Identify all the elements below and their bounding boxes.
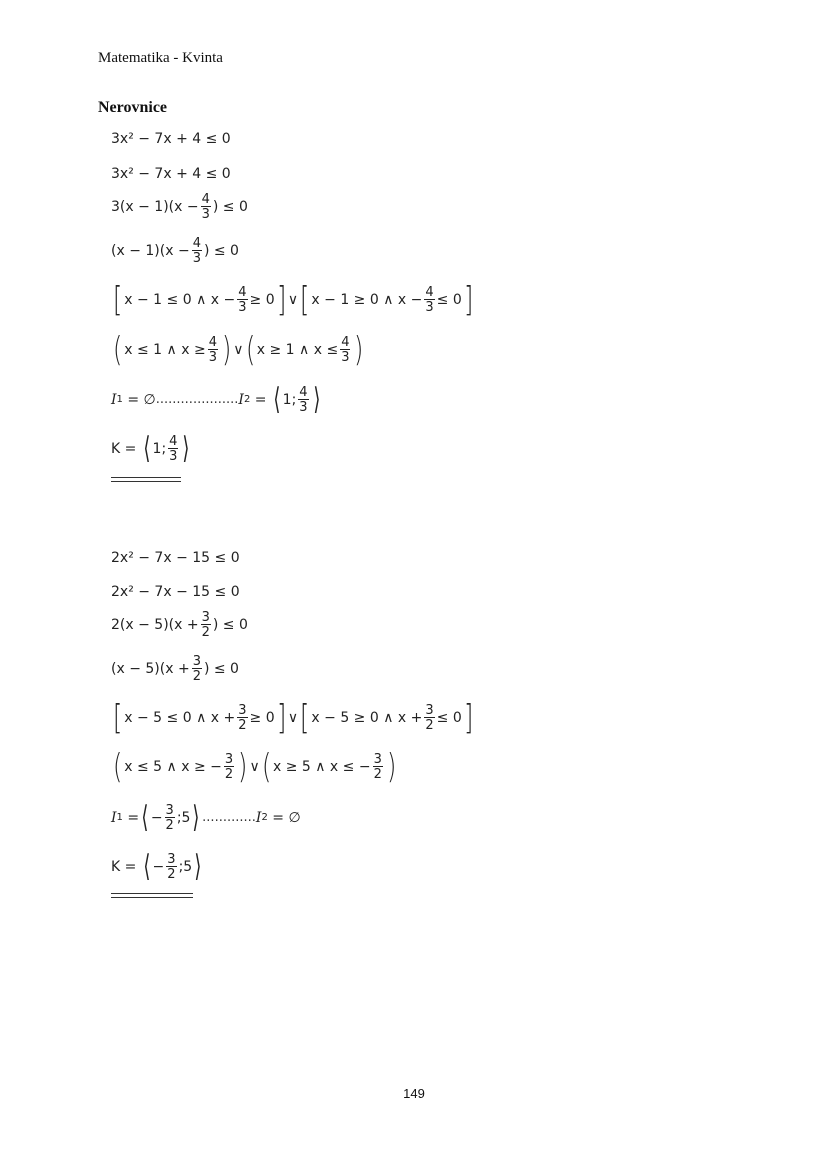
p2-l5-den-1: 2 — [238, 718, 247, 733]
p2-l6-num-1: 3 — [224, 752, 234, 767]
p1-l8-frac — [168, 435, 178, 463]
p1-l5-c: x − 1 ≥ 0 ∧ x − — [311, 292, 423, 308]
right-angle-icon: ⟩ — [312, 382, 320, 417]
p2-l6-c: x ≥ 5 ∧ x ≤ − — [272, 759, 371, 775]
p2-line-2: 2x² − 7x − 15 ≤ 0 — [111, 584, 240, 600]
p2-l7-a: = — [127, 809, 140, 826]
p1-l8-num: 4 — [169, 433, 178, 449]
p2-l7-b: = ∅ — [272, 809, 301, 826]
p2-l7-dots: ............. — [202, 810, 256, 825]
p2-l8-frac — [166, 853, 176, 881]
p2-l5-a: x − 5 ≤ 0 ∧ x + — [124, 710, 236, 726]
p1-l4-b: ) ≤ 0 — [203, 243, 239, 259]
p2-l4-a: (x − 5)(x + — [111, 661, 190, 677]
left-angle-icon: ⟨ — [273, 382, 281, 417]
p2-line-1: 2x² − 7x − 15 ≤ 0 — [111, 550, 240, 566]
right-paren-icon: ) — [354, 330, 364, 370]
i2-symbol: I — [255, 809, 262, 826]
section-title: Nerovnice — [98, 99, 168, 116]
p1-l7-c: 1; — [282, 391, 297, 408]
p1-l6-den-2: 3 — [341, 350, 350, 365]
p1-l6-num-1: 4 — [208, 335, 217, 350]
p2-l3-b: ) ≤ 0 — [212, 617, 248, 633]
p2-l7-num: 3 — [165, 802, 174, 818]
p1-line-2: 3x² − 7x + 4 ≤ 0 — [111, 166, 231, 182]
p2-line-7 — [111, 800, 301, 835]
p2-l8-num: 3 — [167, 851, 176, 867]
p2-l7-frac — [165, 804, 175, 832]
left-paren-icon: ( — [112, 330, 123, 370]
left-bracket-icon: [ — [112, 280, 123, 320]
p2-l6-den-1: 2 — [224, 767, 234, 782]
p2-l8-den: 2 — [167, 866, 176, 882]
p1-l7-num: 4 — [299, 384, 308, 400]
p2-l8-a: K = — [111, 858, 137, 875]
p2-line-5 — [111, 698, 475, 738]
document-header: Matematika - Kvinta — [98, 50, 223, 66]
right-paren-icon: ) — [238, 747, 248, 787]
p2-l6-frac-1 — [224, 753, 234, 781]
p2-l5-num-1: 3 — [238, 703, 247, 718]
right-bracket-icon: ] — [276, 698, 286, 738]
p1-l5-num-1: 4 — [238, 285, 247, 300]
left-paren-icon: ( — [245, 330, 255, 370]
p1-l8-den: 3 — [169, 448, 178, 464]
p2-l6-num-2: 3 — [373, 752, 382, 767]
p1-l6-num-2: 4 — [341, 335, 350, 350]
p1-l8-a: K = — [111, 440, 137, 457]
p1-l5-a: x − 1 ≤ 0 ∧ x − — [124, 292, 236, 308]
page-number: 149 — [403, 1086, 425, 1101]
p1-l7-b: = — [254, 391, 267, 408]
p1-line-8 — [111, 431, 192, 466]
p1-l4-a: (x − 1)(x − — [111, 243, 190, 259]
p2-line-6 — [111, 747, 398, 787]
or-icon: ∨ — [249, 759, 260, 775]
right-bracket-icon: ] — [276, 280, 286, 320]
p1-line-4 — [111, 237, 239, 265]
right-angle-icon: ⟩ — [194, 849, 202, 884]
subscript-2: 2 — [243, 394, 251, 405]
p2-l6-a: x ≤ 5 ∧ x ≥ − — [124, 759, 222, 775]
p1-l4-den: 3 — [192, 251, 201, 266]
p2-l8-m: − — [152, 858, 165, 875]
p2-l6-frac-2 — [373, 753, 383, 781]
p1-l5-den-1: 3 — [238, 300, 247, 315]
i1-symbol: I — [111, 391, 117, 408]
right-bracket-icon: ] — [463, 280, 474, 320]
p1-l3-a: 3(x − 1)(x − — [111, 199, 199, 215]
p1-l8-c: 1; — [152, 440, 167, 457]
p2-l3-frac — [201, 611, 211, 639]
p1-l6-frac-2 — [340, 336, 350, 364]
p2-l4-frac — [192, 655, 202, 683]
p1-l6-a: x ≤ 1 ∧ x ≥ — [124, 342, 206, 358]
p1-l7-a: = ∅ — [127, 391, 156, 408]
p1-l5-b: ≥ 0 — [249, 292, 275, 308]
or-icon: ∨ — [287, 710, 299, 726]
p2-l7-den: 2 — [165, 817, 174, 833]
p2-l8-c: ;5 — [178, 858, 193, 875]
p2-l7-c: ;5 — [176, 809, 191, 826]
p2-l3-a: 2(x − 5)(x + — [111, 617, 199, 633]
subscript-1: 1 — [116, 394, 123, 405]
p1-l5-frac-1 — [237, 286, 247, 314]
p1-l5-e: ≤ 0 — [436, 292, 462, 308]
p2-result-underline — [111, 893, 193, 898]
p2-l3-den: 2 — [201, 625, 210, 640]
left-bracket-icon: [ — [300, 698, 310, 738]
left-angle-icon: ⟨ — [141, 800, 149, 835]
p1-l6-den-1: 3 — [208, 350, 217, 365]
p2-l4-b: ) ≤ 0 — [203, 661, 239, 677]
p1-l7-dots: .................... — [155, 392, 239, 407]
right-paren-icon: ) — [386, 747, 397, 787]
p2-line-3 — [111, 611, 248, 639]
right-bracket-icon: ] — [463, 698, 474, 738]
p2-l5-frac-2 — [424, 704, 434, 732]
p2-l5-b: ≥ 0 — [249, 710, 275, 726]
p1-line-5 — [111, 280, 475, 320]
p2-l6-den-2: 2 — [373, 767, 382, 782]
i1-symbol: I — [111, 809, 117, 826]
or-icon: ∨ — [287, 292, 299, 308]
p1-l7-frac — [298, 386, 308, 414]
i2-symbol: I — [238, 391, 244, 408]
left-bracket-icon: [ — [112, 698, 123, 738]
p1-l6-frac-1 — [208, 336, 218, 364]
p2-l4-den: 2 — [192, 669, 201, 684]
p1-l7-den: 3 — [299, 399, 308, 415]
p2-l5-den-2: 2 — [425, 718, 434, 733]
p1-result-underline — [111, 477, 181, 482]
p1-l5-num-2: 4 — [425, 285, 434, 300]
p2-l3-num: 3 — [201, 610, 210, 625]
p2-l4-num: 3 — [192, 654, 201, 669]
right-paren-icon: ) — [221, 330, 232, 370]
p1-l5-den-2: 3 — [425, 300, 434, 315]
p2-l5-frac-1 — [237, 704, 247, 732]
left-paren-icon: ( — [261, 747, 271, 787]
p1-l3-frac — [201, 193, 211, 221]
p2-line-8 — [111, 849, 204, 884]
p2-l5-e: ≤ 0 — [436, 710, 462, 726]
p1-line-6 — [111, 330, 366, 370]
p1-line-7 — [111, 382, 322, 417]
subscript-1: 1 — [116, 812, 123, 823]
left-paren-icon: ( — [112, 747, 123, 787]
p1-l4-num: 4 — [192, 236, 201, 251]
p2-l5-num-2: 3 — [425, 703, 434, 718]
p2-l7-m: − — [150, 809, 163, 826]
left-bracket-icon: [ — [300, 280, 310, 320]
p2-line-4 — [111, 655, 239, 683]
left-angle-icon: ⟨ — [143, 431, 151, 466]
p2-l5-c: x − 5 ≥ 0 ∧ x + — [311, 710, 423, 726]
right-angle-icon: ⟩ — [182, 431, 190, 466]
p1-l3-num: 4 — [201, 192, 210, 207]
p1-line-3 — [111, 193, 248, 221]
p1-l5-frac-2 — [424, 286, 434, 314]
p1-l6-c: x ≥ 1 ∧ x ≤ — [256, 342, 339, 358]
right-angle-icon: ⟩ — [192, 800, 200, 835]
p1-l3-den: 3 — [201, 207, 210, 222]
or-icon: ∨ — [233, 342, 244, 358]
p1-l4-frac — [192, 237, 202, 265]
subscript-2: 2 — [261, 812, 268, 823]
p1-line-1: 3x² − 7x + 4 ≤ 0 — [111, 131, 231, 147]
p1-l3-b: ) ≤ 0 — [212, 199, 248, 215]
left-angle-icon: ⟨ — [143, 849, 151, 884]
